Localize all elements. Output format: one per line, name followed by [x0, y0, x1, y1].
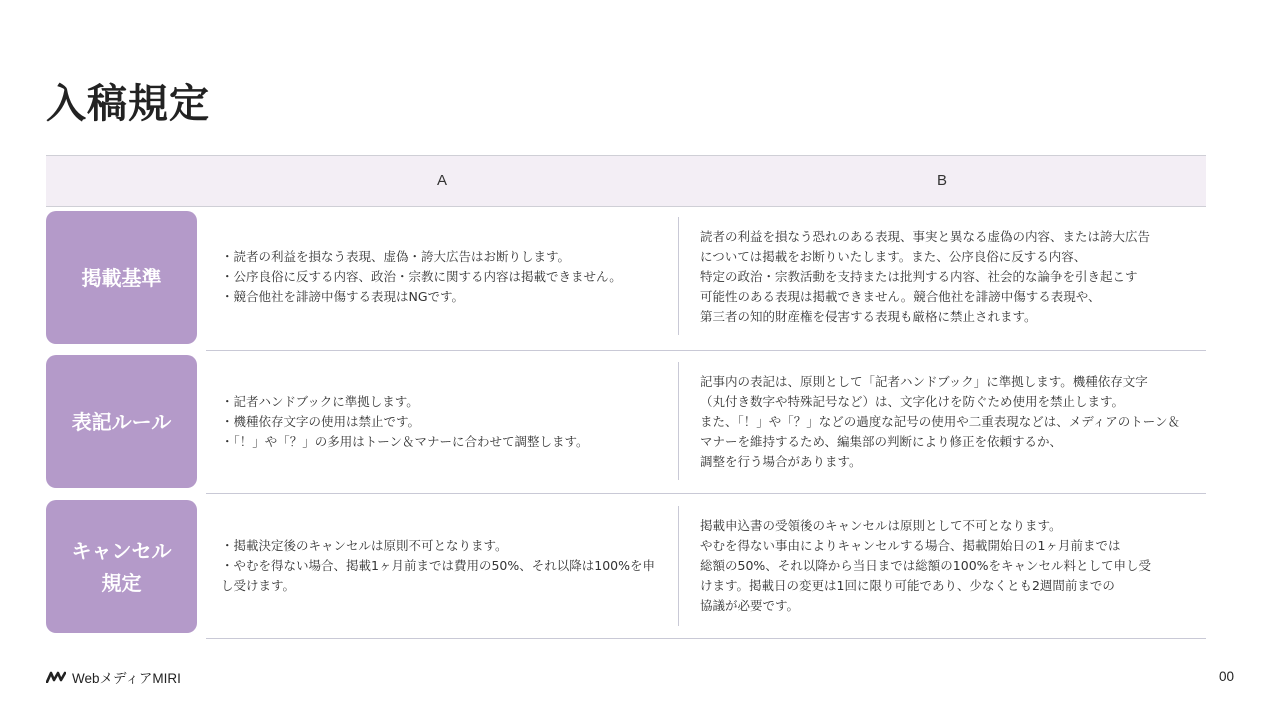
row-2-a-line: ・やむを得ない場合、掲載1ヶ月前までは費用の50%、それ以降は100%を申し受けます。 [221, 558, 655, 593]
column-divider [678, 217, 679, 335]
column-divider [678, 506, 679, 626]
row-0-column-a [221, 217, 661, 337]
row-label-cancellation-policy: キャンセル 規定 [46, 500, 197, 633]
row-divider [206, 350, 1206, 351]
column-header-a: A [436, 172, 447, 189]
row-divider [206, 638, 1206, 639]
row-0-a-line: ・読者の利益を損なう表現、虚偽・誇大広告はお断りします。 [221, 249, 571, 264]
row-2-a-line: ・掲載決定後のキャンセルは原則不可となります。 [221, 538, 508, 553]
column-header-b: B [936, 172, 947, 189]
footer-brand-label: WebメディアMIRI [72, 671, 181, 686]
row-2-column-a [221, 506, 661, 626]
page-number: 00 [1218, 669, 1234, 684]
row-1-a-line: ・「！」や「？」の多用はトーン＆マナーに合わせて調整します。 [221, 434, 589, 449]
row-label-notation-rules: 表記ルール [46, 355, 197, 488]
column-divider [678, 362, 679, 480]
row-label-posting-standards: 掲載基準 [46, 211, 197, 344]
row-1-a-line: ・機種依存文字の使用は禁止です。 [221, 414, 421, 429]
row-0-column-b: 読者の利益を損なう恐れのある表現、事実と異なる虚偽の内容、または誇大広告 については掲載をお断りいたします。また、公序良俗に反する内容、 特定の政治・宗教活動を支持または批判する内容、社会的な論争を引き起こす 可能性のある表現は掲載できません。競合他社を誹謗中傷する表現や、 第三者の知的財産権を侵害する表現も厳格に禁止されます。 [700, 229, 1151, 324]
row-0-a-line: ・競合他社を誹謗中傷する表現はNGです。 [221, 289, 465, 304]
row-1-column-b: 記事内の表記は、原則として「記者ハンドブック」に準拠します。機種依存文字 （丸付き数字や特殊記号など）は、文字化けを防ぐため使用を禁止します。 また、「！」や「？」などの過度な記号の使用や二重表現などは、メディアのトーン＆ マナーを維持するため、編集部の判断により修正を依頼するか、 調整を行う場合があります。 [700, 374, 1181, 469]
row-0-a-line: ・公序良俗に反する内容、政治・宗教に関する内容は掲載できません。 [221, 269, 622, 284]
row-divider [206, 493, 1206, 494]
footer-brand [46, 666, 181, 688]
miri-logo-icon [46, 671, 66, 683]
row-2-column-b: 掲載申込書の受領後のキャンセルは原則として不可となります。 やむを得ない事由によりキャンセルする場合、掲載開始日の1ヶ月前までは 総額の50%、それ以降から当日までは総額の100%をキャンセル料として申し受 けます。掲載日の変更は1回に限り可能であり、少なくとも2週間前までの 協議が必要です。 [700, 518, 1152, 613]
table-header [46, 155, 1206, 207]
row-1-a-line: ・記者ハンドブックに準拠します。 [221, 394, 419, 409]
row-1-column-a [221, 362, 661, 482]
page-title: 入稿規定 [46, 81, 210, 127]
